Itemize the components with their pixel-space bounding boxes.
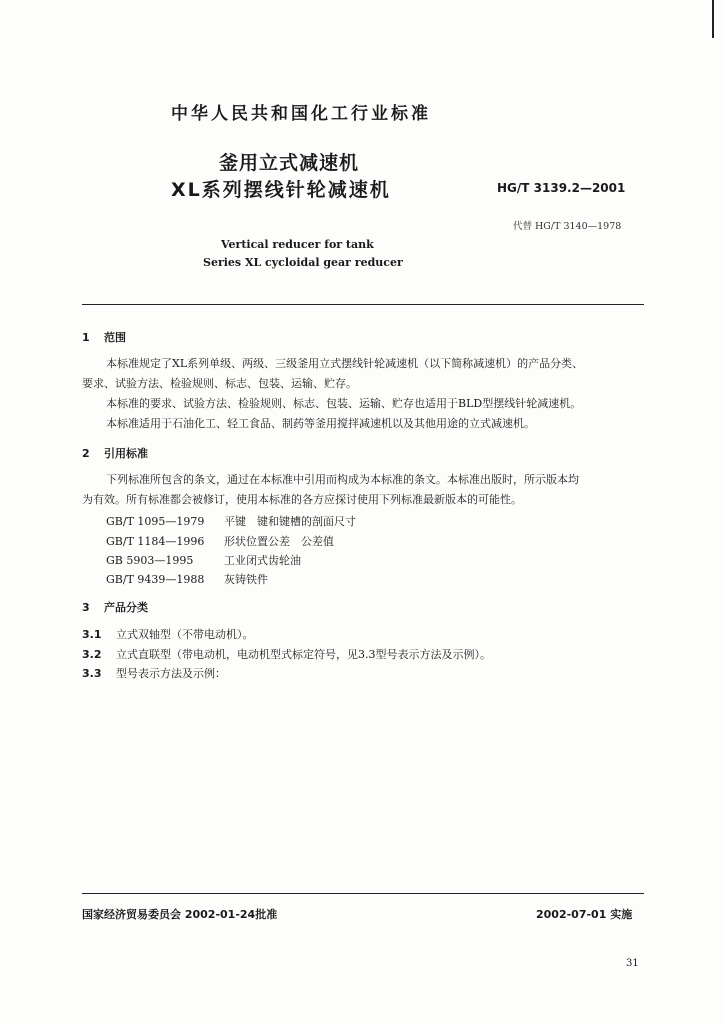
clause-text: 立式直联型（带电动机，电动机型式标定符号，见3.3型号表示方法及示例）。 [116,648,491,661]
title-english-line1: Vertical reducer for tank [221,238,374,251]
title-english-line2: Series XL cycloidal gear reducer [203,256,403,269]
implementation-date: 2002-07-01 实施 [536,908,633,921]
reference-code: GB/T 1184—1996 [106,535,205,548]
reference-item [106,533,334,549]
reference-item [106,571,268,587]
clause-text: 型号表示方法及示例： [116,667,226,680]
references-intro-line1: 下列标准所包含的条文，通过在本标准中引用而构成为本标准的条文。本标准出版时，所示版本均 [106,473,579,486]
replaces-standard: 代替 HG/T 3140—1978 [513,221,622,232]
section-number: 2 [82,447,90,460]
approval-statement: 国家经济贸易委员会 2002-01-24批准 [82,908,278,921]
clause-text: 立式双轴型（不带电动机）。 [116,628,254,641]
section-heading-references [82,445,148,461]
reference-code: GB/T 9439—1988 [106,573,205,586]
reference-item [106,513,356,529]
scope-paragraph-line1: 本标准规定了XL系列单级、两级、三级釜用立式摆线针轮减速机（以下简称减速机）的产品分类、 [106,357,584,370]
reference-name: 灰铸铁件 [224,573,268,586]
header-divider [82,304,644,305]
reference-name: 工业闭式齿轮油 [224,554,301,567]
reference-code: GB 5903—1995 [106,554,194,567]
section-number: 3 [82,601,90,614]
clause-number: 3.2 [82,648,102,661]
clause-3-3 [82,665,226,681]
scope-paragraph-3: 本标准适用于石油化工、轻工食品、制药等釜用搅拌减速机以及其他用途的立式减速机。 [106,417,535,430]
industry-standard-header: 中华人民共和国化工行业标准 [171,104,431,124]
clause-number: 3.1 [82,628,102,641]
title-chinese-line1: 釜用立式减速机 [219,152,360,174]
footer-divider [82,893,644,894]
reference-code: GB/T 1095—1979 [106,515,205,528]
scope-paragraph-2: 本标准的要求、试验方法、检验规则、标志、包装、运输、贮存也适用于BLD型摆线针轮减速机。 [106,397,582,410]
section-number: 1 [82,331,90,344]
section-title: 产品分类 [104,601,148,614]
clause-number: 3.3 [82,667,102,680]
reference-name: 平键 键和键槽的剖面尺寸 [224,515,356,528]
scan-edge-mark [712,0,714,38]
reference-item [106,552,301,568]
reference-name: 形状位置公差 公差值 [224,535,334,548]
standard-number: HG/T 3139.2—2001 [497,181,626,195]
title-chinese-line2: XL系列摆线针轮减速机 [171,179,391,201]
section-title: 范围 [104,331,126,344]
references-intro-line2: 为有效。所有标准都会被修订，使用本标准的各方应探讨使用下列标准最新版本的可能性。 [82,493,522,506]
section-title: 引用标准 [104,447,148,460]
clause-3-2 [82,646,491,662]
page-number: 31 [626,958,639,969]
scope-paragraph-line2: 要求、试验方法、检验规则、标志、包装、运输、贮存。 [82,377,357,390]
clause-3-1 [82,626,254,642]
section-heading-scope [82,329,126,345]
section-heading-classification [82,599,148,615]
